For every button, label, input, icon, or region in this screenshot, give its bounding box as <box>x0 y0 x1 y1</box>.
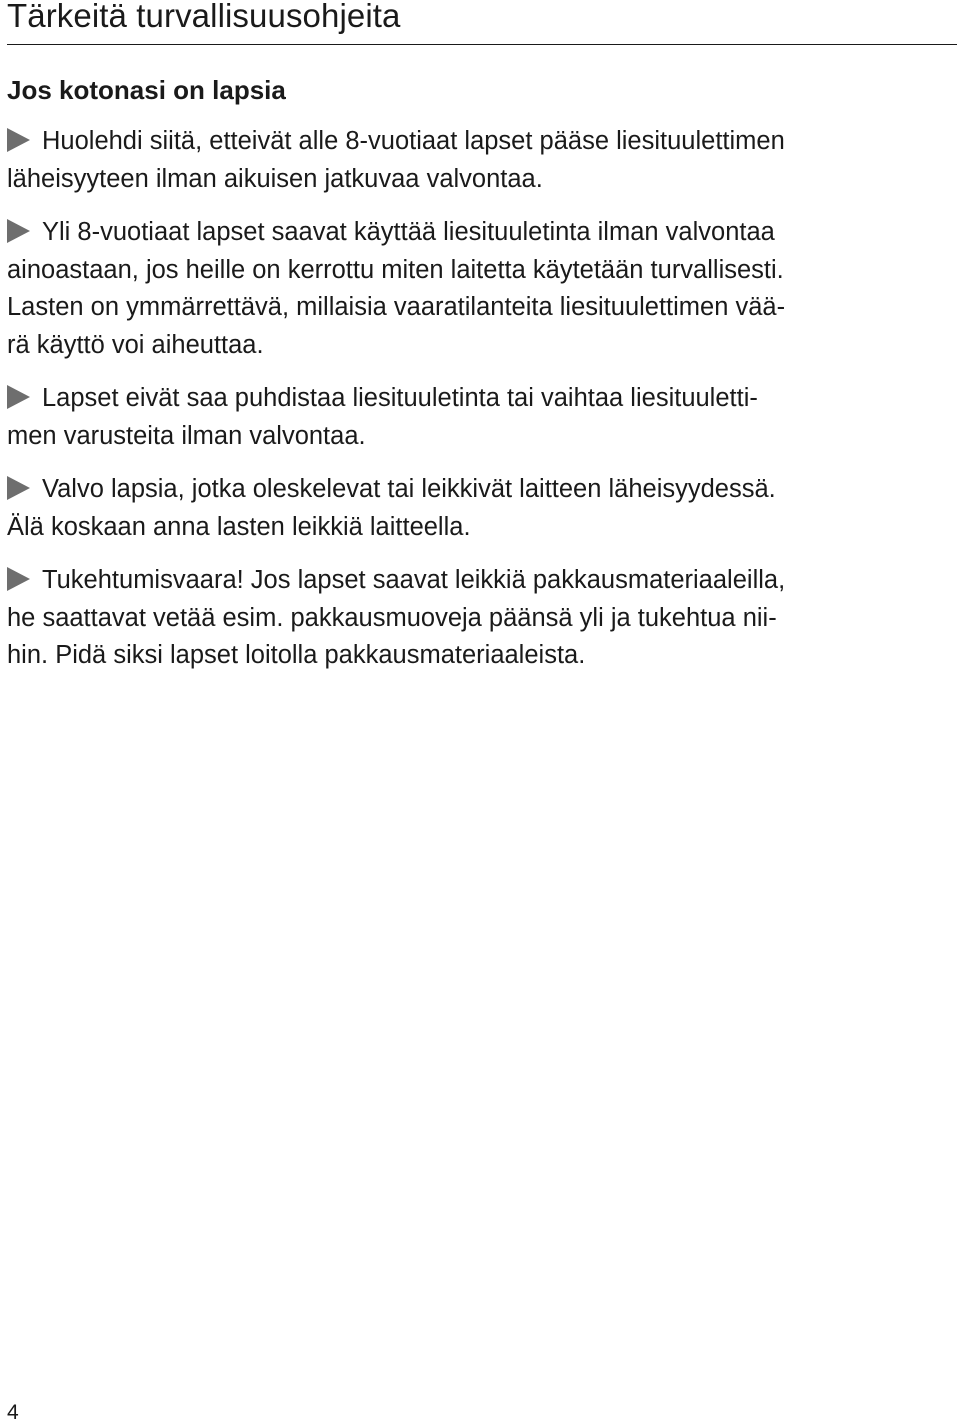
list-item <box>7 380 957 455</box>
triangle-right-icon <box>7 476 30 500</box>
list-item-line: Valvo lapsia, jotka oleskelevat tai leikkivät laitteen läheisyydessä. <box>7 471 957 509</box>
list-item <box>7 123 957 198</box>
list-item-line: ainoastaan, jos heille on kerrottu miten laitetta käytetään turvallisesti. <box>7 255 784 284</box>
list-item-line: Lasten on ymmärrettävä, millaisia vaaratilanteita liesituulettimen vää- <box>7 293 786 321</box>
list-item-line: Huolehdi siitä, etteivät alle 8-vuotiaat lapset pääse liesituulettimen <box>7 123 957 161</box>
triangle-right-icon <box>7 385 30 409</box>
section-heading: Jos kotonasi on lapsia <box>7 75 286 105</box>
list-item-line: he saattavat vetää esim. pakkausmuoveja päänsä yli ja tukehtua nii- <box>7 603 777 632</box>
list-item <box>7 214 957 364</box>
triangle-right-icon <box>7 219 30 243</box>
page-number: 4 <box>7 1401 19 1424</box>
page-title: Tärkeitä turvallisuusohjeita <box>7 0 401 34</box>
list-item-line: Yli 8-vuotiaat lapset saavat käyttää liesituuletinta ilman valvontaa <box>7 214 957 252</box>
list-item-line: hin. Pidä siksi lapset loitolla pakkausmateriaaleista. <box>7 641 586 669</box>
list-item-line: men varusteita ilman valvontaa. <box>7 421 366 450</box>
triangle-right-icon <box>7 567 30 591</box>
list-item-line: Lapset eivät saa puhdistaa liesituuletinta tai vaihtaa liesituuletti- <box>7 380 957 418</box>
triangle-right-icon <box>7 128 30 152</box>
list-item <box>7 562 957 675</box>
list-item-line: Tukehtumisvaara! Jos lapset saavat leikkiä pakkausmateriaaleilla, <box>7 562 957 600</box>
list-item-line: Älä koskaan anna lasten leikkiä laitteella. <box>7 512 471 541</box>
list-item-line: rä käyttö voi aiheuttaa. <box>7 330 264 359</box>
safety-instructions-list <box>7 123 957 691</box>
title-divider <box>7 44 957 45</box>
list-item-line: läheisyyteen ilman aikuisen jatkuvaa valvontaa. <box>7 164 543 193</box>
list-item <box>7 471 957 546</box>
